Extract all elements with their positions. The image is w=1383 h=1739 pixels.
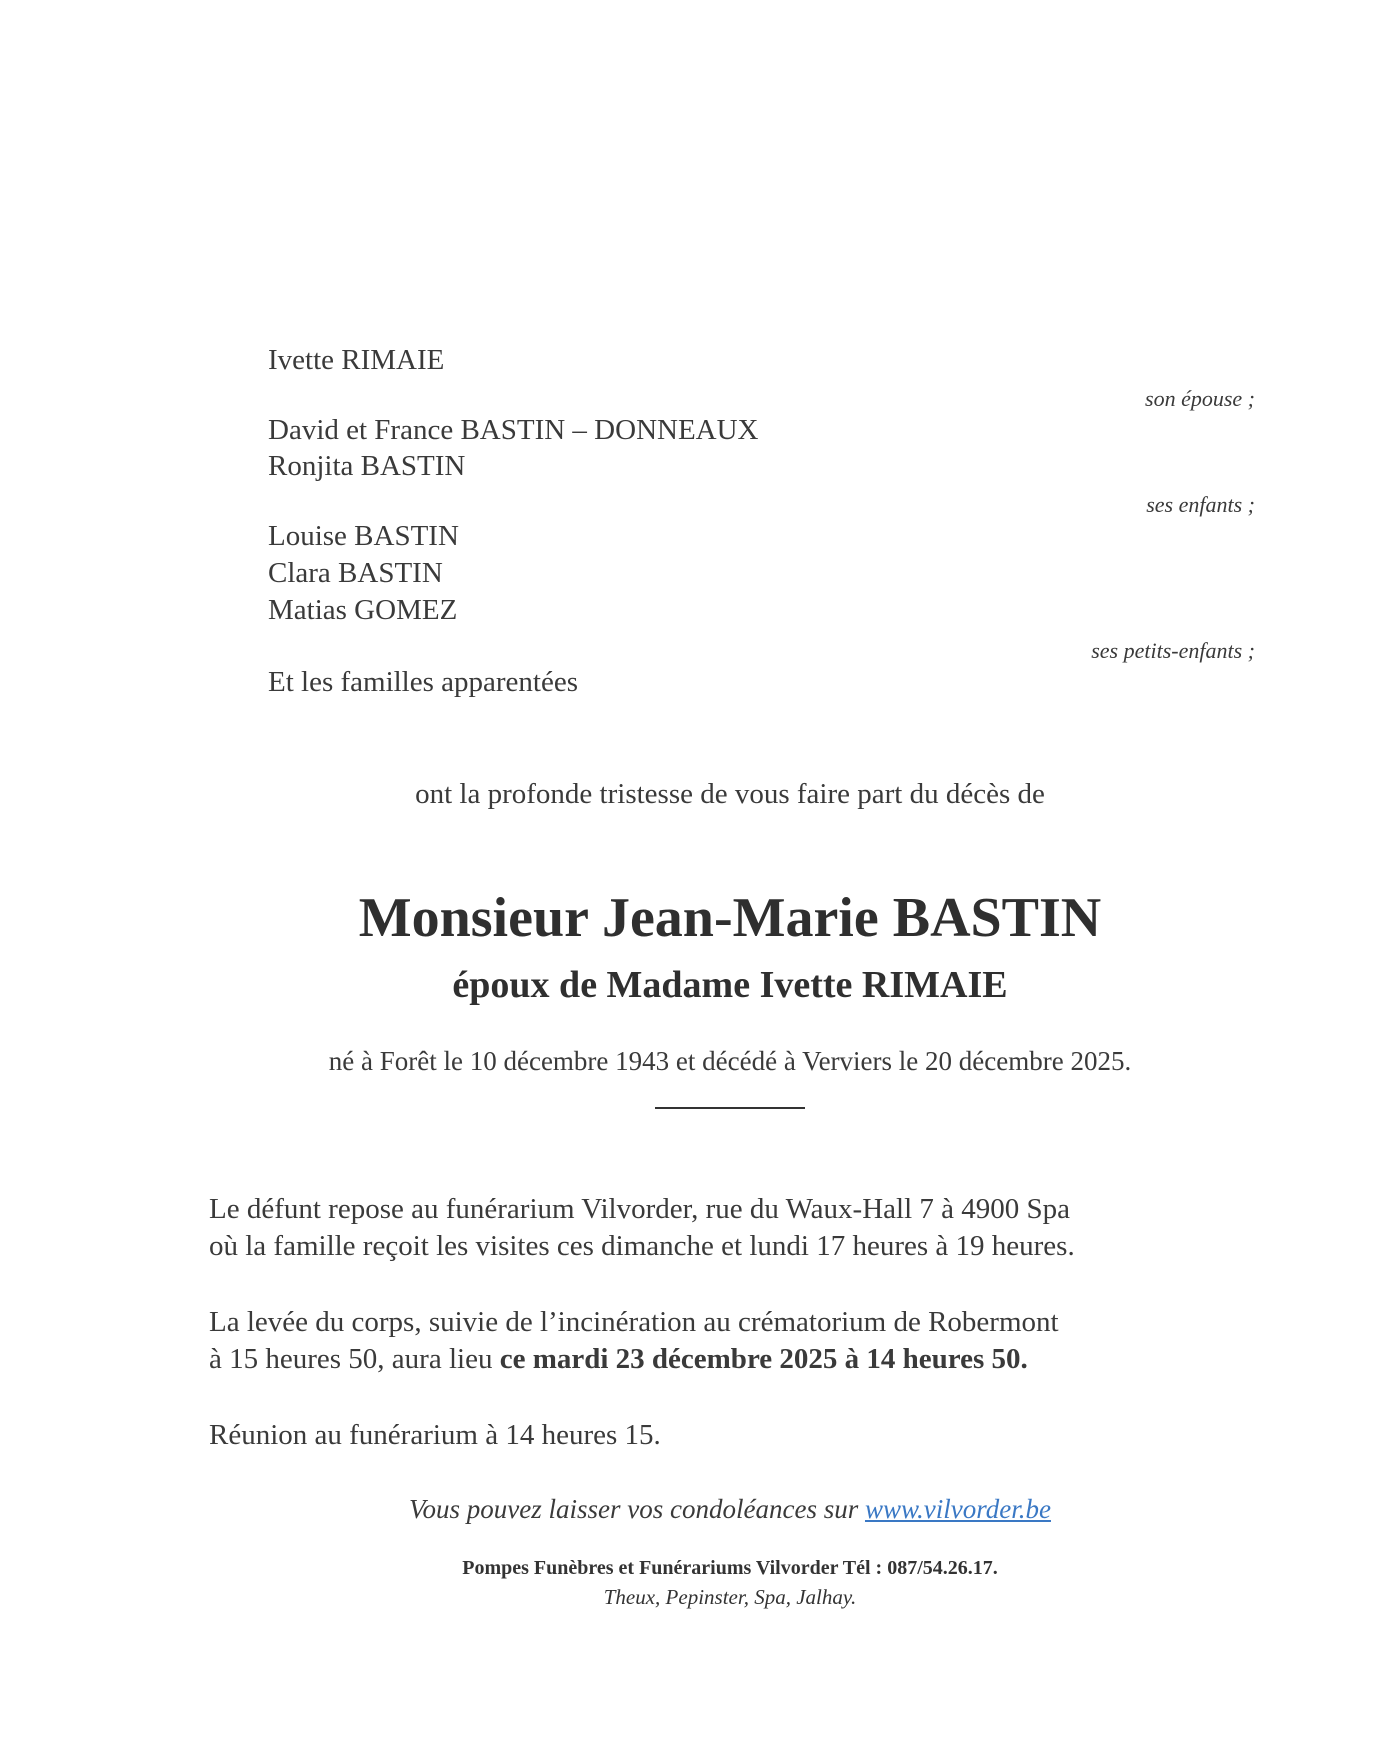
levee-line-2: [209, 1341, 1028, 1378]
divider: [655, 1107, 805, 1109]
children-relation: ses enfants ;: [1146, 492, 1255, 517]
grandchild-name-1: Louise BASTIN: [268, 520, 459, 552]
deceased-name: Monsieur Jean-Marie BASTIN: [358, 887, 1102, 949]
reunion-line: Réunion au funérarium à 14 heures 15.: [209, 1419, 661, 1451]
footer-company: Pompes Funèbres et Funérariums Vilvorder Tél : 087/54.26.17.: [462, 1557, 998, 1579]
levee-line-1: La levée du corps, suivie de l’incinération au crématorium de Robermont: [209, 1306, 1059, 1338]
repose-line-2: où la famille reçoit les visites ces dimanche et lundi 17 heures à 19 heures.: [209, 1230, 1075, 1262]
condolences-link[interactable]: www.vilvorder.be: [864, 1494, 1051, 1524]
footer-locations: Theux, Pepinster, Spa, Jalhay.: [603, 1585, 857, 1609]
announcement-intro: ont la profonde tristesse de vous faire part du décès de: [415, 778, 1045, 810]
grandchild-name-2: Clara BASTIN: [268, 557, 443, 589]
levee-line-2-prefix: à 15 heures 50, aura lieu: [209, 1343, 500, 1375]
grandchild-name-3: Matias GOMEZ: [268, 594, 458, 626]
spouse-line: époux de Madame Ivette RIMAIE: [452, 964, 1008, 1006]
grandchildren-relation: ses petits-enfants ;: [1091, 638, 1255, 663]
related-families: Et les familles apparentées: [268, 666, 579, 698]
spouse-name: Ivette RIMAIE: [268, 344, 445, 376]
levee-date-time: ce mardi 23 décembre 2025 à 14 heures 50.: [499, 1343, 1028, 1375]
repose-line-1: Le défunt repose au funérarium Vilvorder, rue du Waux-Hall 7 à 4900 Spa: [209, 1193, 1071, 1225]
condolences-line: [0, 1494, 1383, 1525]
condolences-text: Vous pouvez laisser vos condoléances sur: [409, 1494, 865, 1524]
birth-death-dates: né à Forêt le 10 décembre 1943 et décédé à Verviers le 20 décembre 2025.: [328, 1046, 1132, 1076]
child-name-2: Ronjita BASTIN: [268, 450, 466, 482]
spouse-relation: son épouse ;: [1145, 386, 1255, 411]
child-name-1: David et France BASTIN – DONNEAUX: [268, 414, 759, 446]
